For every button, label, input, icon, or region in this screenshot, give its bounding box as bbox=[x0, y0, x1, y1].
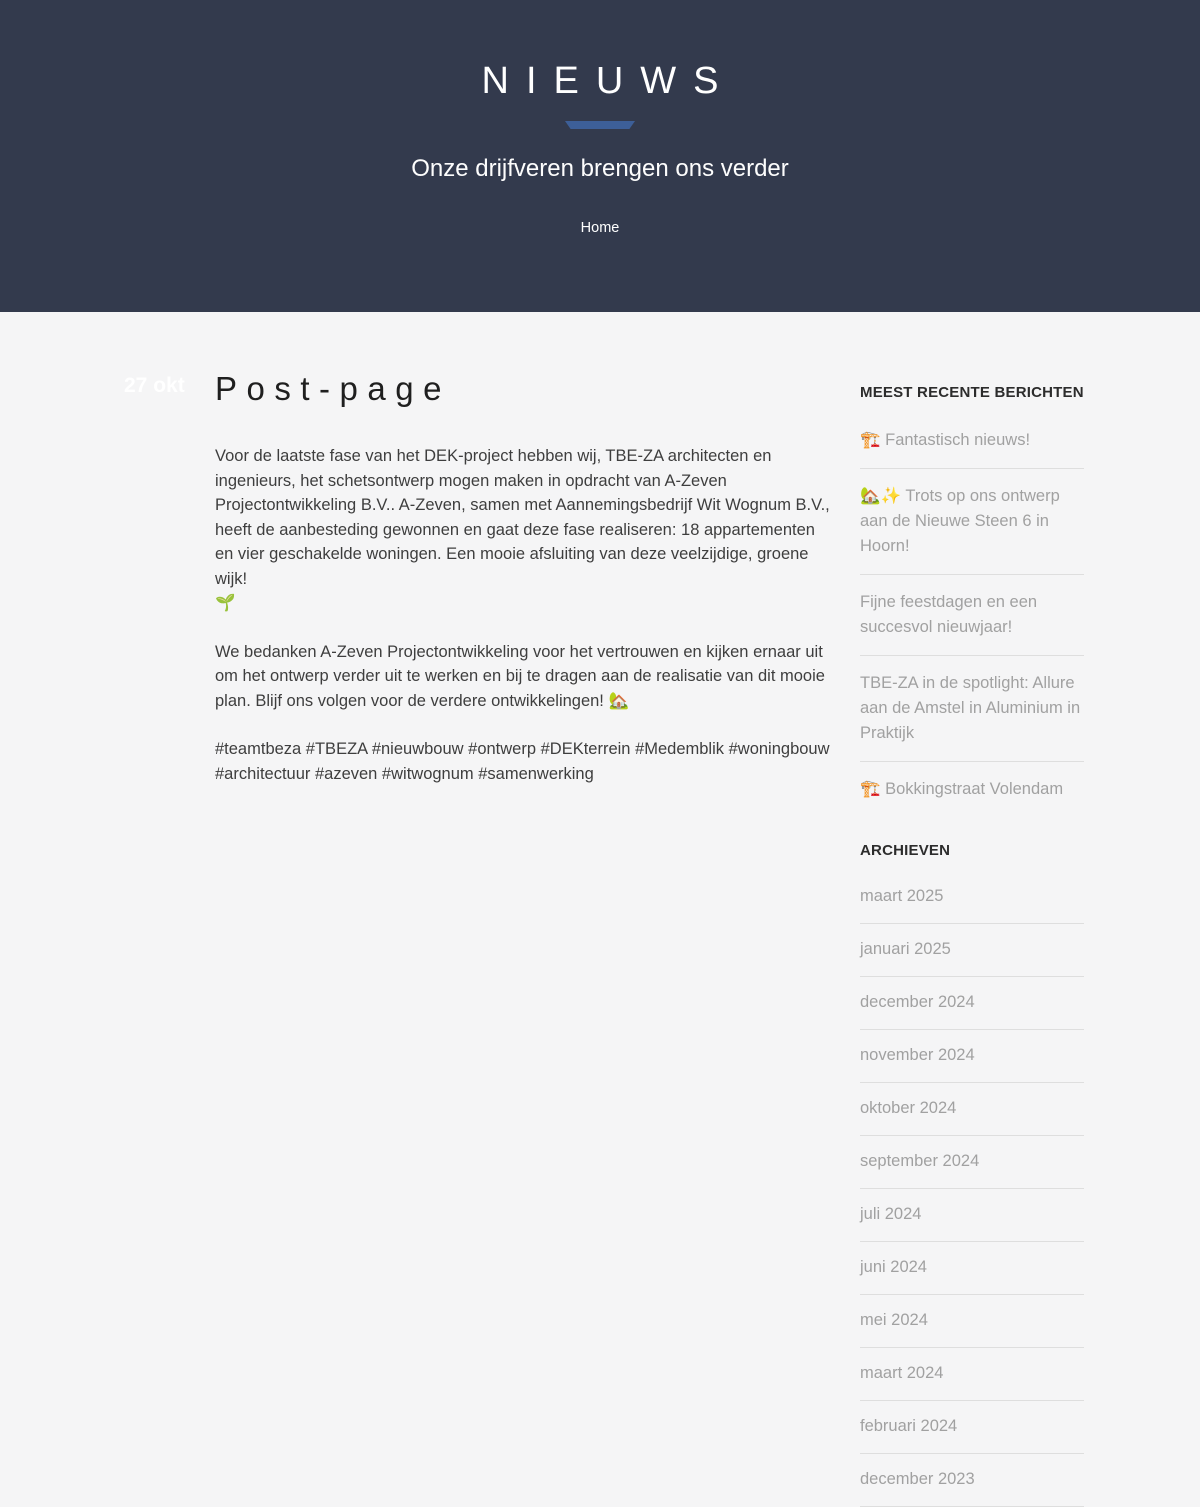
site-subtitle: Onze drijfveren brengen ons verder bbox=[411, 155, 789, 182]
nav-home-link[interactable]: Home bbox=[580, 220, 620, 236]
main-nav bbox=[0, 219, 1200, 237]
list-item bbox=[860, 1454, 1084, 1507]
list-item bbox=[860, 977, 1084, 1030]
list-item bbox=[860, 762, 1084, 817]
archive-link[interactable]: februari 2024 bbox=[860, 1417, 958, 1435]
post-article bbox=[120, 312, 832, 810]
archive-link[interactable]: december 2024 bbox=[860, 993, 975, 1011]
list-item bbox=[860, 1083, 1084, 1136]
list-item bbox=[860, 1401, 1084, 1454]
site-title-link[interactable]: NIEUWS bbox=[481, 60, 736, 102]
content-container bbox=[120, 312, 1084, 1507]
archive-link[interactable]: juni 2024 bbox=[860, 1258, 927, 1276]
recent-posts-list bbox=[860, 413, 1084, 817]
list-item bbox=[860, 1136, 1084, 1189]
post-body bbox=[215, 444, 832, 786]
archive-link[interactable]: maart 2025 bbox=[860, 887, 944, 905]
post-paragraph: We bedanken A-Zeven Projectontwikkeling voor het vertrouwen en kijken ernaar uit om het ontwerp verder uit te werken en bij te dragen aan de realisatie van dit mooie plan. Blijf ons volgen voor de verdere ontwikkelingen! 🏡 bbox=[215, 642, 825, 710]
title-underline-divider bbox=[565, 121, 635, 129]
list-item bbox=[860, 1242, 1084, 1295]
sidebar bbox=[860, 312, 1084, 1507]
recent-post-link[interactable]: 🏗️ Bokkingstraat Volendam bbox=[860, 780, 1064, 798]
archive-link[interactable]: juli 2024 bbox=[860, 1205, 922, 1223]
list-item bbox=[860, 1030, 1084, 1083]
archive-link[interactable]: januari 2025 bbox=[860, 940, 951, 958]
seedling-emoji: 🌱 bbox=[215, 594, 236, 612]
archive-link[interactable]: november 2024 bbox=[860, 1046, 975, 1064]
list-item bbox=[860, 1348, 1084, 1401]
recent-post-link[interactable]: 🏡✨ Trots op ons ontwerp aan de Nieuwe Steen 6 in Hoorn! bbox=[860, 487, 1060, 555]
archive-link[interactable]: december 2023 bbox=[860, 1470, 975, 1488]
list-item bbox=[860, 924, 1084, 977]
list-item bbox=[860, 656, 1084, 762]
archives-heading: ARCHIEVEN bbox=[860, 842, 951, 859]
archives-list bbox=[860, 871, 1084, 1507]
recent-posts-widget bbox=[860, 384, 1084, 817]
post-date-badge: 27 okt bbox=[124, 374, 185, 397]
recent-post-link[interactable]: 🏗️ Fantastisch nieuws! bbox=[860, 431, 1031, 449]
recent-post-link[interactable]: Fijne feestdagen en een succesvol nieuwjaar! bbox=[860, 593, 1038, 636]
post-paragraph-text: Voor de laatste fase van het DEK-project hebben wij, TBE-ZA architecten en ingenieurs, het schetsontwerp mogen maken in opdracht van A-Zeven Projectontwikkeling B.V.. A-Zeven, samen met Aannemingsbedrijf Wit Wognum B.V., heeft de aanbesteding gewonnen en gaat deze fase realiseren: 18 appartementen en vier geschakelde woningen. Een mooie afsluiting van deze veelzijdige, groene wijk! bbox=[215, 447, 830, 588]
list-item bbox=[860, 1189, 1084, 1242]
archive-link[interactable]: mei 2024 bbox=[860, 1311, 928, 1329]
archive-link[interactable]: september 2024 bbox=[860, 1152, 980, 1170]
post-paragraph bbox=[215, 444, 837, 616]
site-header bbox=[0, 0, 1200, 312]
list-item bbox=[860, 575, 1084, 656]
recent-posts-heading: MEEST RECENTE BERICHTEN bbox=[860, 384, 1084, 401]
archive-link[interactable]: oktober 2024 bbox=[860, 1099, 957, 1117]
list-item bbox=[860, 413, 1084, 469]
recent-post-link[interactable]: TBE-ZA in de spotlight: Allure aan de Amstel in Aluminium in Praktijk bbox=[860, 674, 1081, 742]
list-item bbox=[860, 1295, 1084, 1348]
post-title: Post-page bbox=[215, 370, 451, 407]
archive-link[interactable]: maart 2024 bbox=[860, 1364, 944, 1382]
list-item bbox=[860, 871, 1084, 924]
post-hashtags: #teamtbeza #TBEZA #nieuwbouw #ontwerp #DEKterrein #Medemblik #woningbouw #architectuur #azeven #witwognum #samenwerking bbox=[215, 740, 830, 783]
list-item bbox=[860, 469, 1084, 575]
archives-widget bbox=[860, 842, 1084, 1507]
